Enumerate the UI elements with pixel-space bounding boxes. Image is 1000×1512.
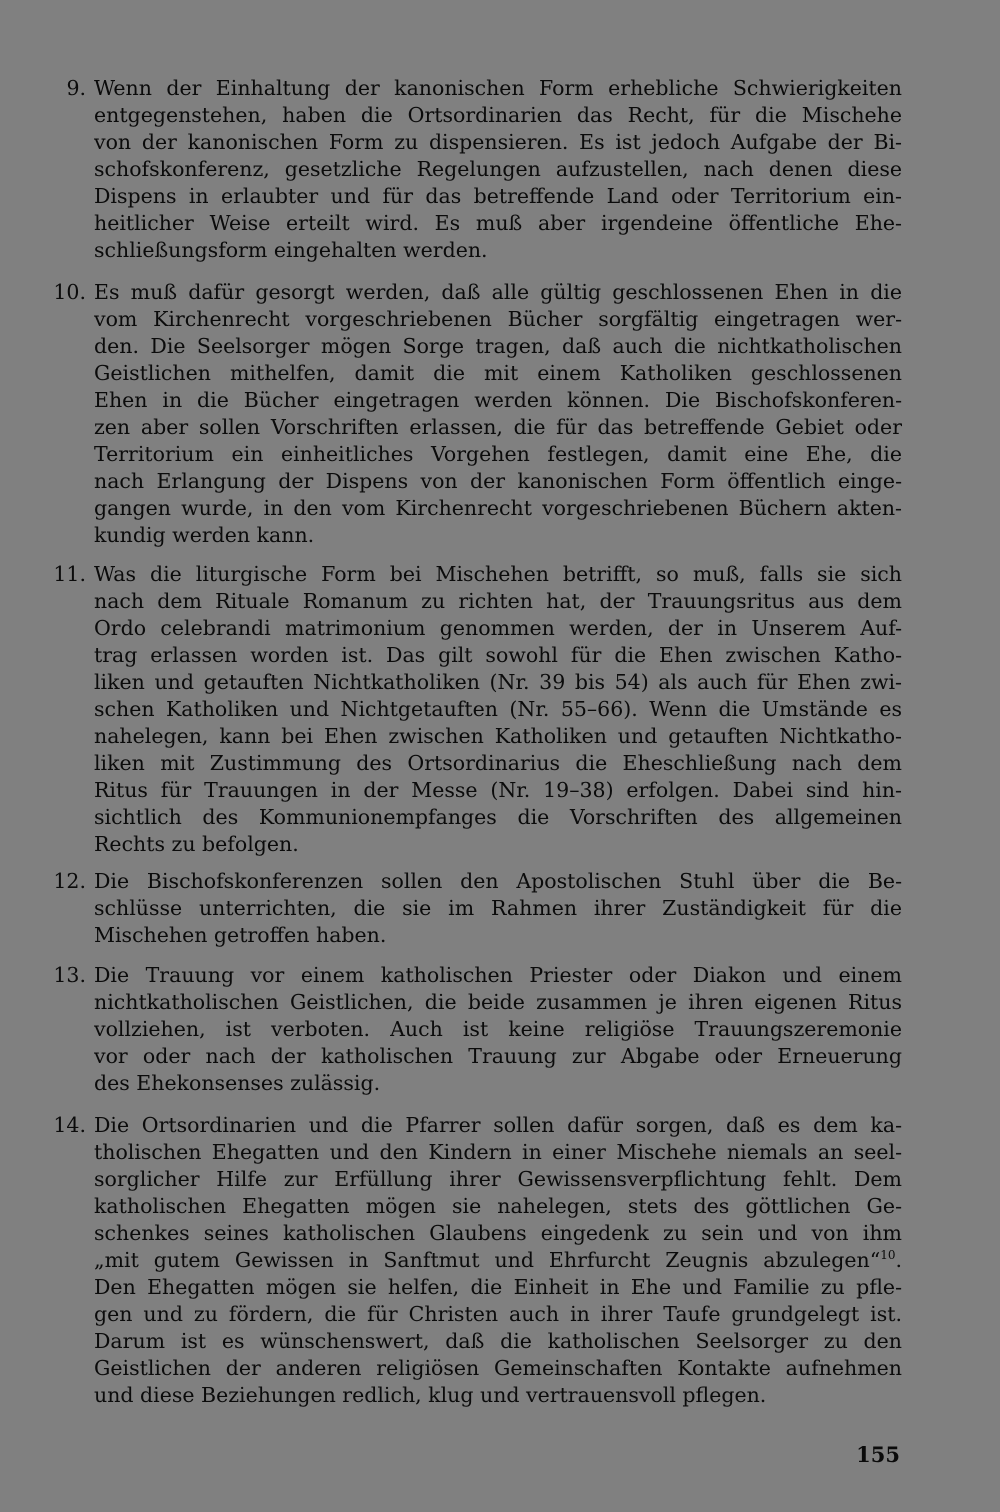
text-line: Territorium ein einheitliches Vorgehen festlegen, damit eine Ehe, die: [94, 442, 902, 466]
text-line: Die Bischofskonferenzen sollen den Apostolischen Stuhl über die Be-: [94, 869, 902, 893]
text-line: katholischen Ehegatten mögen sie nahelegen, stets des göttlichen Ge-: [94, 1194, 902, 1218]
text-line: gangen wurde, in den vom Kirchenrecht vorgeschriebenen Büchern akten-: [94, 496, 902, 520]
text-line: Rechts zu befolgen.: [94, 832, 299, 856]
text-line: vor oder nach der katholischen Trauung zur Abgabe oder Erneuerung: [94, 1044, 902, 1068]
text-line: schofskonferenz, gesetzliche Regelungen aufzustellen, nach denen diese: [94, 157, 902, 181]
paragraph-item-13: [53, 962, 902, 1097]
text-line: vollziehen, ist verboten. Auch ist keine religiöse Trauungszeremonie: [94, 1017, 902, 1041]
text-line: nichtkatholischen Geistlichen, die beide zusammen je ihren eigenen Ritus: [94, 990, 902, 1014]
text-line: Ehen in die Bücher eingetragen werden können. Die Bischofskonferen-: [94, 388, 902, 412]
paragraph-item-10: [53, 279, 902, 549]
text-line: Die Ortsordinarien und die Pfarrer sollen dafür sorgen, daß es dem ka-: [94, 1113, 902, 1137]
text-line: schließungsform eingehalten werden.: [94, 238, 488, 262]
page-number: 155: [856, 1442, 900, 1467]
text-line-with-footnote: [94, 1247, 902, 1274]
text-line: heitlicher Weise erteilt wird. Es muß aber irgendeine öffentliche Ehe-: [94, 211, 902, 235]
paragraph-item-12: [53, 868, 902, 949]
text-line: Dispens in erlaubter und für das betreffende Land oder Territorium ein-: [94, 184, 902, 208]
text-line: Was die liturgische Form bei Mischehen betrifft, so muß, falls sie sich: [94, 562, 902, 586]
text-line: schen Katholiken und Nichtgetauften (Nr. 55–66). Wenn die Umstände es: [94, 697, 902, 721]
text-line: Es muß dafür gesorgt werden, daß alle gültig geschlossenen Ehen in die: [94, 280, 902, 304]
footnote-punctuation: .: [895, 1248, 902, 1272]
text-line: Geistlichen mithelfen, damit die mit einem Katholiken geschlossenen: [94, 361, 902, 385]
text-line: nahelegen, kann bei Ehen zwischen Katholiken und getauften Nichtkatho-: [94, 724, 902, 748]
text-line: kundig werden kann.: [94, 523, 315, 547]
text-line: schenkes seines katholischen Glaubens eingedenk zu sein und von ihm: [94, 1221, 902, 1245]
text-line: vom Kirchenrecht vorgeschriebenen Bücher sorgfältig eingetragen wer-: [94, 307, 902, 331]
text-line: Mischehen getroffen haben.: [94, 923, 387, 947]
quote-text: „mit gutem Gewissen in Sanftmut und Ehrfurcht Zeugnis abzulegen“: [94, 1248, 881, 1272]
text-line: tholischen Ehegatten und den Kindern in einer Mischehe niemals an seel-: [94, 1140, 902, 1164]
text-line: Ritus für Trauungen in der Messe (Nr. 19–38) erfolgen. Dabei sind hin-: [94, 778, 902, 802]
footnote-reference: 10: [880, 1248, 896, 1263]
text-line: sorglicher Hilfe zur Erfüllung ihrer Gewissensverpflichtung fehlt. Dem: [94, 1167, 902, 1191]
text-line: gen und zu fördern, die für Christen auch in ihrer Taufe grundgelegt ist.: [94, 1302, 902, 1326]
text-line: von der kanonischen Form zu dispensieren. Es ist jedoch Aufgabe der Bi-: [94, 130, 902, 154]
paragraph-number: 9.: [66, 76, 86, 100]
paragraph-item-9: [66, 75, 902, 264]
text-line: liken und getauften Nichtkatholiken (Nr. 39 bis 54) als auch für Ehen zwi-: [94, 670, 902, 694]
text-line: Darum ist es wünschenswert, daß die katholischen Seelsorger zu den: [94, 1329, 902, 1353]
text-line: entgegenstehen, haben die Ortsordinarien das Recht, für die Mischehe: [94, 103, 902, 127]
text-line: sichtlich des Kommunionempfanges die Vorschriften des allgemeinen: [94, 805, 902, 829]
paragraph-number: 14.: [53, 1113, 86, 1137]
text-line: und diese Beziehungen redlich, klug und vertrauensvoll pflegen.: [94, 1383, 767, 1407]
text-line: schlüsse unterrichten, die sie im Rahmen ihrer Zuständigkeit für die: [94, 896, 902, 920]
paragraph-number: 10.: [53, 280, 86, 304]
text-line: liken mit Zustimmung des Ortsordinarius die Eheschließung nach dem: [94, 751, 902, 775]
text-line: nach Erlangung der Dispens von der kanonischen Form öffentlich einge-: [94, 469, 902, 493]
text-line: zen aber sollen Vorschriften erlassen, die für das betreffende Gebiet oder: [94, 415, 902, 439]
text-line: trag erlassen worden ist. Das gilt sowohl für die Ehen zwischen Katho-: [94, 643, 902, 667]
paragraph-item-14: [53, 1112, 902, 1409]
text-line: Die Trauung vor einem katholischen Priester oder Diakon und einem: [94, 963, 902, 987]
text-line: Den Ehegatten mögen sie helfen, die Einheit in Ehe und Familie zu pfle-: [94, 1275, 902, 1299]
text-line: des Ehekonsenses zulässig.: [94, 1071, 381, 1095]
paragraph-number: 13.: [53, 963, 86, 987]
paragraph-number: 11.: [53, 562, 86, 586]
text-line: Geistlichen der anderen religiösen Gemeinschaften Kontakte aufnehmen: [94, 1356, 902, 1380]
text-line: nach dem Rituale Romanum zu richten hat, der Trauungsritus aus dem: [94, 589, 902, 613]
text-line: Ordo celebrandi matrimonium genommen werden, der in Unserem Auf-: [94, 616, 902, 640]
text-line: Wenn der Einhaltung der kanonischen Form erhebliche Schwierigkeiten: [94, 76, 902, 100]
paragraph-number: 12.: [53, 869, 86, 893]
text-line: den. Die Seelsorger mögen Sorge tragen, daß auch die nichtkatholischen: [94, 334, 902, 358]
paragraph-item-11: [53, 561, 902, 858]
